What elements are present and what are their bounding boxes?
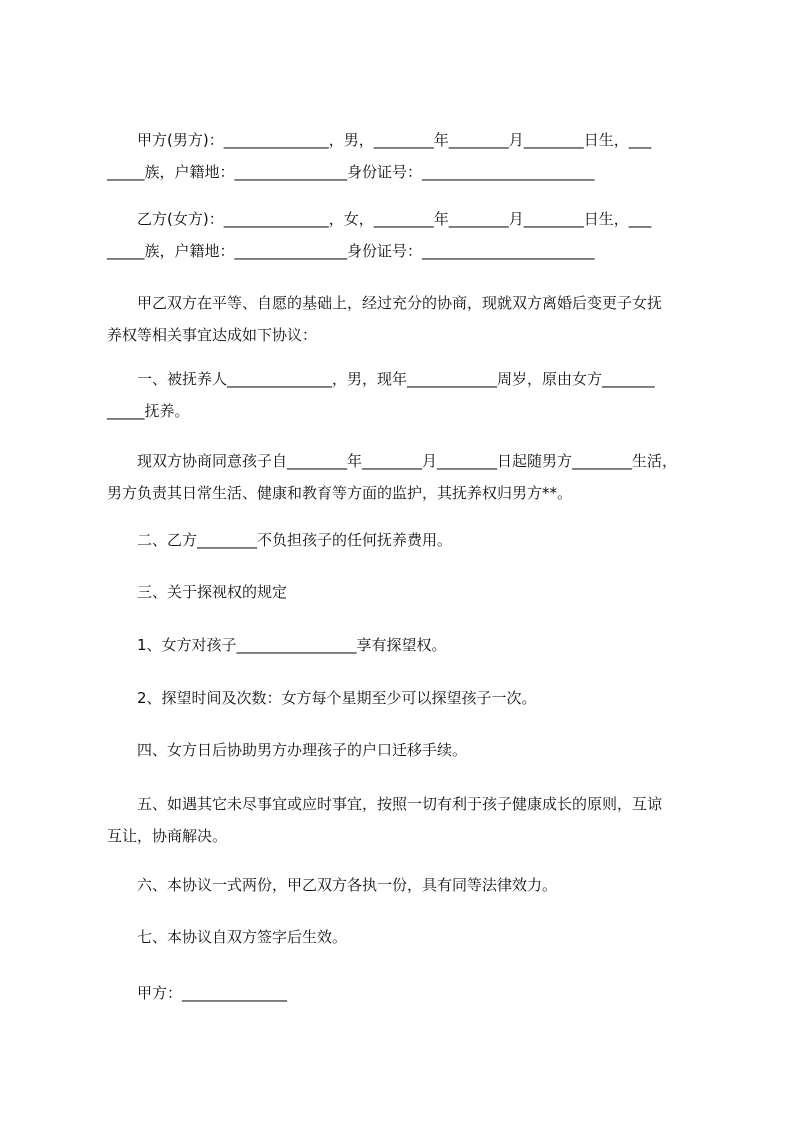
clause-6 (107, 869, 707, 901)
clause-1-line-1: 一、被抚养人______________，男，现年____________周岁，原由女方_______ (137, 370, 655, 388)
clause-5-line-1: 五、如遇其它未尽事宜或应时事宜，按照一切有利于孩子健康成长的原则，互谅 (137, 795, 663, 813)
clause-3 (107, 576, 707, 608)
clause-3-2 (107, 682, 707, 714)
party-b-line-2: _____族，户籍地：_______________身份证号：_______________________ (107, 242, 595, 260)
party-a-info (107, 124, 707, 188)
party-b-line-1: 乙方(女方)：______________，女，________年________月________日生，___ (137, 210, 652, 228)
clause-5-line-2: 互让，协商解决。 (107, 827, 228, 845)
party-b-info (107, 203, 707, 267)
clause-1-detail-line-1: 现双方协商同意孩子自________年________月________日起随男方________生活， (137, 452, 678, 470)
clause-4 (107, 734, 707, 766)
preamble-line-2: 养权等相关事宜达成如下协议： (107, 326, 318, 344)
clause-1 (107, 363, 707, 427)
clause-3-1-text: 1、女方对孩子________________享有探望权。 (137, 636, 447, 654)
clause-1-detail (107, 445, 707, 509)
clause-2 (107, 524, 707, 556)
clause-7 (107, 921, 707, 953)
preamble-line-1: 甲乙双方在平等、自愿的基础上，经过充分的协商，现就双方离婚后变更子女抚 (137, 294, 663, 312)
clause-3-text: 三、关于探视权的规定 (137, 583, 288, 601)
preamble-paragraph (107, 287, 707, 351)
signature-block (107, 977, 707, 1009)
party-a-signature: 甲方：______________ (137, 984, 288, 1002)
clause-1-detail-line-2: 男方负责其日常生活、健康和教育等方面的监护，其抚养权归男方**。 (107, 484, 573, 502)
clause-6-text: 六、本协议一式两份，甲乙双方各执一份，具有同等法律效力。 (137, 876, 558, 894)
clause-4-text: 四、女方日后协助男方办理孩子的户口迁移手续。 (137, 741, 468, 759)
clause-3-2-text: 2、探望时间及次数：女方每个星期至少可以探望孩子一次。 (137, 689, 537, 707)
party-a-line-1: 甲方(男方)：______________，男，________年________月________日生，___ (137, 131, 652, 149)
clause-2-text: 二、乙方________不负担孩子的任何抚养费用。 (137, 531, 453, 549)
clause-5 (107, 788, 707, 852)
party-a-line-2: _____族，户籍地：_______________身份证号：_______________________ (107, 163, 595, 181)
clause-1-line-2: _____抚养。 (107, 402, 190, 420)
clause-7-text: 七、本协议自双方签字后生效。 (137, 928, 348, 946)
clause-3-1 (107, 629, 707, 661)
